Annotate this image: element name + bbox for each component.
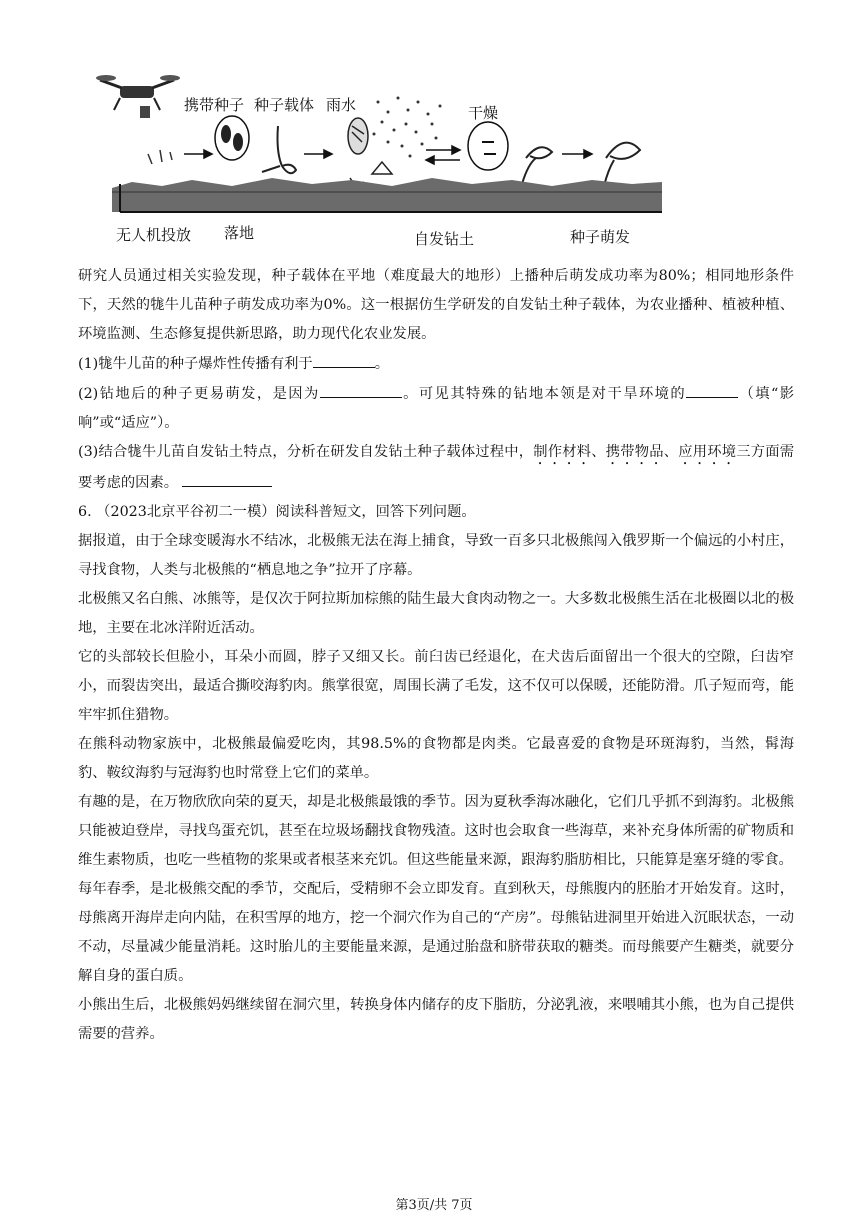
arrow-icon (304, 150, 332, 158)
article-paragraph: 有趣的是，在万物欣欣向荣的夏天，却是北极熊最饿的季节。因为夏秋季海冰融化，它们几乎抓不到海豹。北极熊只能被迫登岸，寻找鸟蛋充饥，甚至在垃圾场翻找食物残渣。这时也会取食一些海草，来补充身体所需的矿物质和维生素物质，也吃一些植物的浆果或者根茎来充饥。但这些能量来源，跟海豹脂肪相比，只能算是塞牙缝的零食。 (78, 794, 794, 868)
seed-capsule-icon (215, 116, 249, 160)
article-paragraph: 北极熊又名白熊、冰熊等，是仅次于阿拉斯加棕熊的陆生最大食肉动物之一。大多数北极熊生活在北极圈以北的极地，主要在北冰洋附近活动。 (78, 591, 794, 636)
emphasis-materials: 制作材料 (533, 444, 592, 460)
answer-blank[interactable] (182, 468, 272, 487)
reversible-arrows-icon (426, 146, 460, 164)
question-2-text: (2)钻地后的种子更易萌发，是因为 (78, 386, 320, 402)
drone-icon (96, 75, 180, 118)
article-paragraph: 它的头部较长但脸小，耳朵小而圆，脖子又细又长。前臼齿已经退化，在犬齿后面留出一个很大的空隙，臼齿窄小，而裂齿突出，最适合撕咬海豹肉。熊掌很宽，周围长满了毛发，这不仅可以保暖，还能防滑。爪子短而弯，能牢牢抓住猎物。 (78, 649, 794, 723)
label-germination: 种子萌发 (570, 228, 631, 246)
emphasis-carried-items: 携带物品 (605, 444, 664, 460)
seed-carrier-diagram (92, 62, 672, 252)
question-2-middle: 。可见其特殊的钻地本领是对干旱环境的 (401, 386, 687, 402)
label-rain: 雨水 (326, 96, 357, 114)
answer-blank[interactable] (313, 349, 375, 368)
question-3 (78, 438, 794, 498)
emphasis-environment: 应用环境 (678, 444, 737, 460)
question-3-text: (3)结合牻牛儿苗自发钻土特点，分析在研发自发钻土种子载体过程中， (78, 444, 534, 460)
question-2 (78, 379, 794, 438)
article-paragraph: 小熊出生后，北极熊妈妈继续留在洞穴里，转换身体内储存的皮下脂肪，分泌乳液，来喂哺其小熊，也为自己提供需要的营养。 (78, 997, 794, 1042)
page-number: 第3页/共 7页 (395, 1198, 473, 1213)
arrow-icon (562, 150, 592, 158)
dry-capsule-icon (468, 122, 508, 170)
question-6-header: 6. （2023北京平谷初二一模）阅读科普短文，回答下列问题。 (78, 504, 476, 520)
soil-ground-icon (112, 178, 662, 212)
label-dry: 干燥 (468, 104, 499, 122)
label-carry-seed: 携带种子 (184, 96, 245, 114)
seed-carrier-icon (262, 126, 296, 173)
question-1 (78, 349, 794, 379)
article-paragraph: 每年春季，是北极熊交配的季节，交配后，受精卵不会立即发育。直到秋天，母熊腹内的胚胎才开始发育。这时，母熊离开海岸走向内陆，在积雪厚的地方，挖一个洞穴作为自己的“产房”。母熊钻进洞里开始进入沉眠状态，一动不动，尽量减少能量消耗。这时胎儿的主要能量来源，是通过胎盘和脐带获取的糖类。而母熊要产生糖类，就要分解自身的蛋白质。 (78, 881, 794, 984)
falling-seeds-icon (148, 150, 172, 164)
label-landing: 落地 (224, 224, 255, 242)
question-3-end: 三方面需要考虑的因素。 (78, 444, 795, 491)
arrow-icon (184, 150, 212, 158)
article-paragraph: 据报道，由于全球变暖海水不结冰，北极熊无法在海上捕食，导致一百多只北极熊闯入俄罗斯一个偏远的小村庄，寻找食物，人类与北极熊的“栖息地之争”拉开了序幕。 (78, 533, 794, 578)
separator: 、 (591, 444, 606, 460)
intro-paragraph: 研究人员通过相关实验发现，种子载体在平地（难度最大的地形）上播种后萌发成功率为80%；相同地形条件下，天然的牻牛儿苗种子萌发成功率为0%。这一根据仿生学研发的自发钻土种子载体，为农业播种、植被种植、环境监测、生态修复提供新思路，助力现代化农业发展。 (78, 268, 794, 342)
question-1-text: (1)牻牛儿苗的种子爆炸性传播有利于 (78, 356, 313, 372)
article-paragraph: 在熊科动物家族中，北极熊最偏爱吃肉，其98.5%的食物都是肉类。它最喜爱的食物是环斑海豹，当然，髯海豹、鞍纹海豹与冠海豹也时常登上它们的菜单。 (78, 736, 794, 781)
rain-drops-icon (373, 97, 442, 158)
question-1-end: 。 (374, 356, 389, 372)
question-2-end: （填“影响”或“适应”）。 (78, 386, 794, 431)
document-body (78, 262, 794, 1049)
label-drone-drop: 无人机投放 (116, 226, 192, 244)
wet-seed-icon (348, 118, 392, 184)
answer-blank[interactable] (320, 379, 402, 398)
answer-blank[interactable] (686, 379, 738, 398)
label-seed-carrier: 种子载体 (254, 96, 315, 114)
separator: 、 (663, 444, 679, 460)
label-self-drilling: 自发钻土 (414, 230, 475, 248)
